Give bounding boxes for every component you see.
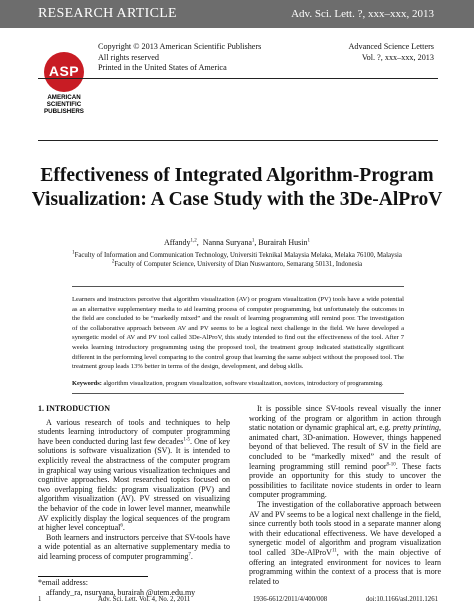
abstract: Learners and instructors perceive that algorithm visualization (AV) or program visualization (PV) tools have a wide potential as an alternative supplementary media to aid learning process of computer programming, but unfortunately the outcomes in the field are concluded to be “markedly mixed” and the result of learning programming still remind poor. The investigation of the collaborative approach between AV and PV seems to be a logical next challenge in the field. We have developed a synergetic model of AV and PV tool called 3De-AlProV, this study intended to find out the effectiveness of the tool. After 7 weeks learning introductory programming using the proposed tool, the treatment group indicated statistically significant different in the performing level comparing to the control group that learning the same subject without the proposed tool. The treatment group leads 13% better in terms of the design, development, and debug skills.: [72, 296, 404, 371]
author-list: Affandy$^{1,2}$, Nanna Suryana$^1$, Burairah Husin$^1$: [164, 238, 310, 247]
journal-name: Advanced Science Letters: [348, 42, 434, 51]
left-column: [38, 404, 230, 562]
journal-volume: Vol. ?, xxx–xxx, 2013: [361, 52, 434, 62]
running-header: [0, 0, 474, 28]
paragraph: The investigation of the collaborative approach between AV and PV seems to be a logical next challenge in the field, since currently both tools stood in a separate manner along with their educational effectiveness. We have developed a synergetic model of algorithm and program visualization tool called 3De-AlProV$^{11}$, with the main objective of offering an integrated environment for novices to learn programming within the context of a process that is more related to: [249, 499, 441, 586]
footer-citation: Adv. Sci. Lett. Vol. 4, No. 2, 2011: [98, 596, 191, 603]
publisher-logo: [38, 52, 90, 115]
paragraph: Both learners and instructors perceive that SV-tools have a wide potential as an alternative supplementary media to aid learning process of computer programming$^7$.: [38, 532, 230, 561]
author: Burairah Husin: [258, 238, 308, 247]
title-rule: [38, 140, 438, 141]
header-citation: Adv. Sci. Lett. ?, xxx–xxx, 2013: [291, 8, 434, 20]
author: Nanna Suryana: [202, 238, 252, 247]
abstract-bottom-rule: [72, 393, 404, 394]
section-label: RESEARCH ARTICLE: [38, 6, 177, 21]
logo-text: AMERICAN SCIENTIFIC PUBLISHERS: [44, 94, 84, 115]
page-number: 1: [38, 596, 42, 603]
paper-title: Effectiveness of Integrated Algorithm-Program Visualization: A Case Study with the 3De-AlProV: [31, 165, 443, 210]
paragraph: It is possible since SV-tools reveal visually the inner working of the program or algorithm in action through static notation or dynamic graphical art, e.g. pretty printing, animated chart, 3D-animation. However, things happened beyond of that believed. The result of SV in the field are concluded to be “markedly mixed” and the result of learning programming still remind poor$^{8-10}$. These facts provide an opportunity for this study to uncover the possibilities to facilitate novice students in order to learn computer programming.: [249, 404, 442, 500]
abstract-top-rule: [72, 286, 404, 287]
footnote-rule: [38, 576, 148, 577]
keywords: Keywords: algorithm visualization, program visualization, software visualization, novices, introductory of programming.: [72, 380, 384, 387]
corresponding-email: *email address: affandy_ra, nsuryana, burairah @utem.edu.my: [38, 578, 196, 597]
paragraph: A various research of tools and techniques to help students learning introductory of computer programming have been conducted during last few decades$^{1-5}$. One of key solutions is software visualization (SV). It is intended to explicitly reveal the abstractness of the computer program in graphical way using various visualization techniques and cognitive approaches. Most researched topics focused on two overlapping fields: program visualization (PV) and algorithm visualization (AV). PV stressed on visualizing the behavior of the code in lower level manner, meanwhile AV explicitly display the logical sequences of the program at higher level conceptual$^6$.: [38, 417, 230, 533]
affiliations: $^1$Faculty of Information and Communication Technology, Universiti Teknikal Malaysia Melaka, Melaka 76100, Malaysia $^2$Faculty of Computer Science, University of Dian Nuswantoro, Semarang 50131, Indonesia: [72, 250, 402, 269]
asp-logo-icon: ASP: [44, 52, 84, 92]
right-column: [249, 404, 441, 586]
copyright-notice: Copyright © 2013 American Scientific Publishers All rights reserved Printed in the United States of America: [98, 42, 262, 72]
section-heading: 1. INTRODUCTION: [38, 404, 111, 413]
journal-info: [349, 42, 434, 63]
header-rule: [38, 78, 438, 79]
author: Affandy: [164, 238, 191, 247]
footer-issn: 1936-6612/2011/4/400/008: [253, 596, 328, 603]
footer-doi: doi:10.1166/asl.2011.1261: [365, 596, 438, 603]
email-address[interactable]: affandy_ra, nsuryana, burairah @utem.edu.my: [46, 587, 196, 597]
